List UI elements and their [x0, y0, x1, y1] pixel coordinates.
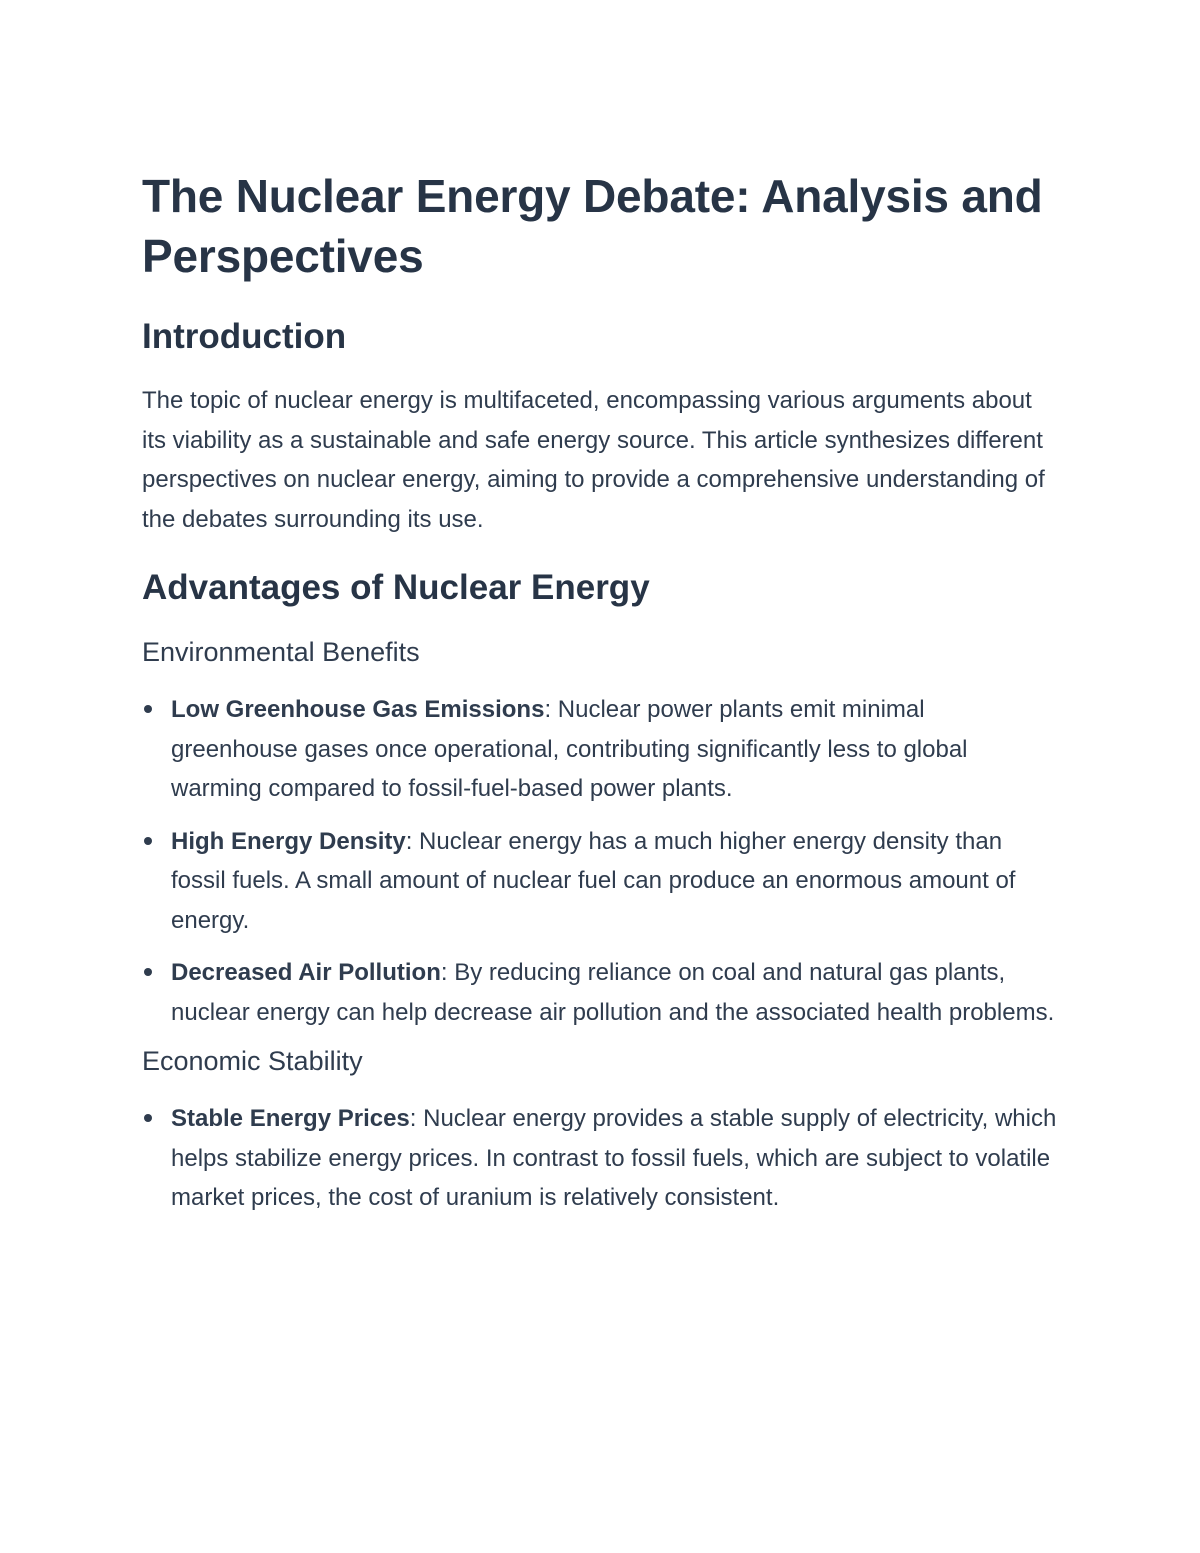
- bullet-icon: [144, 1114, 152, 1122]
- bullet-icon: [144, 837, 152, 845]
- list-item: [142, 953, 1057, 1032]
- economic-stability-heading: Economic Stability: [142, 1046, 363, 1076]
- list-item-text: : Nuclear energy provides a stable supply of electricity, which helps stabilize energy prices. In contrast to fossil fuels, which are subject to volatile market prices, the cost of uranium is relatively consistent.: [171, 1105, 1057, 1211]
- economic-stability-list: [142, 1099, 1057, 1218]
- list-item: [142, 1099, 1057, 1218]
- list-item-text: : Nuclear power plants emit minimal greenhouse gases once operational, contributing significantly less to global warming compared to fossil-fuel-based power plants.: [171, 696, 968, 802]
- list-item-term: Low Greenhouse Gas Emissions: [171, 696, 545, 723]
- bullet-icon: [144, 705, 152, 713]
- list-item-term: Decreased Air Pollution: [171, 959, 441, 986]
- list-item-text: : Nuclear energy has a much higher energy density than fossil fuels. A small amount of nuclear fuel can produce an enormous amount of energy.: [171, 827, 1016, 934]
- list-item-term: High Energy Density: [171, 827, 406, 855]
- advantages-heading: Advantages of Nuclear Energy: [142, 568, 650, 607]
- document-page: [142, 166, 1057, 1218]
- document-title: The Nuclear Energy Debate: Analysis and Perspectives: [142, 170, 1043, 282]
- environmental-benefits-heading: Environmental Benefits: [142, 637, 420, 667]
- environmental-benefits-list: [142, 690, 1057, 1032]
- list-item-text: : By reducing reliance on coal and natural gas plants, nuclear energy can help decrease air pollution and the associated health problems.: [171, 959, 1055, 1026]
- list-item-term: Stable Energy Prices: [171, 1105, 410, 1132]
- bullet-icon: [144, 968, 152, 976]
- list-item: [142, 822, 1057, 941]
- introduction-heading: Introduction: [142, 317, 347, 356]
- list-item: [142, 690, 1057, 809]
- introduction-paragraph: The topic of nuclear energy is multifaceted, encompassing various arguments about its viability as a sustainable and safe energy source. This article synthesizes different perspectives on nuclear energy, aiming to provide a comprehensive understanding of the debates surrounding its use.: [142, 387, 1045, 533]
